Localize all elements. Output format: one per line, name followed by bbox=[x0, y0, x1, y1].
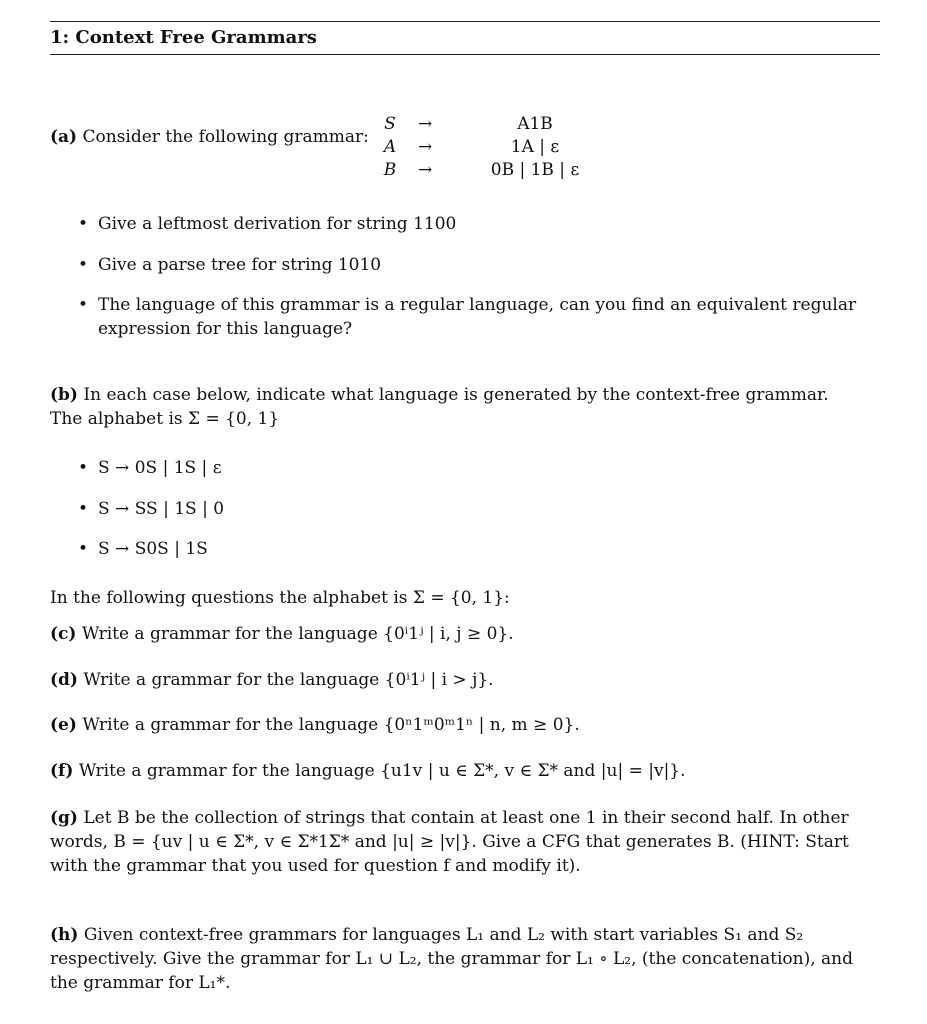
bullet-icon: • bbox=[78, 295, 89, 315]
section-title: 1: Context Free Grammars bbox=[50, 27, 317, 48]
bullet-icon: • bbox=[78, 255, 89, 275]
part-a-label: (a) bbox=[50, 127, 78, 147]
bullet-icon: • bbox=[78, 499, 89, 519]
question-text: Write a grammar for the language {0ⁱ1ʲ | i, j ≥ 0}. bbox=[81, 624, 514, 644]
question-label: (c) bbox=[50, 624, 77, 644]
top-rule bbox=[50, 21, 880, 22]
bullet-icon: • bbox=[78, 214, 89, 234]
question-label: (h) bbox=[50, 925, 79, 945]
bullet-text: Give a leftmost derivation for string 1100 bbox=[98, 214, 457, 234]
rule-arrow: → bbox=[418, 137, 433, 157]
rule-lhs: S bbox=[384, 114, 396, 134]
part-a-intro-text: Consider the following grammar: bbox=[82, 127, 369, 147]
part-b-paragraph bbox=[50, 383, 860, 431]
question-label: (f) bbox=[50, 761, 74, 781]
question-text: Let B be the collection of strings that contain at least one 1 in their second half. In other words, B = {uv | u ∈ Σ*, v ∈ Σ*1Σ* and |u| ≥ |v|}. Give a CFG that generates B. (HINT: Start with the grammar that you used for question f and modify it). bbox=[50, 808, 849, 876]
question-label: (g) bbox=[50, 808, 78, 828]
question-text: Write a grammar for the language {u1v | u ∈ Σ*, v ∈ Σ* and |u| = |v|}. bbox=[78, 761, 686, 781]
part-a-intro bbox=[50, 125, 369, 149]
rule-rhs: 0B | 1B | ε bbox=[490, 160, 580, 180]
bullet-text: S → 0S | 1S | ε bbox=[98, 458, 222, 478]
bullet-icon: • bbox=[78, 458, 89, 478]
question-text: Given context-free grammars for languages L₁ and L₂ with start variables S₁ and S₂ respectively. Give the grammar for L₁ ∪ L₂, the grammar for L₁ ∘ L₂, (the concatenation), and the grammar for L₁*. bbox=[50, 925, 853, 993]
bullet-text: S → SS | 1S | 0 bbox=[98, 499, 225, 519]
question-d bbox=[50, 668, 860, 692]
rule-rhs: 1A | ε bbox=[510, 137, 560, 157]
question-f bbox=[50, 759, 860, 783]
bullet-icon: • bbox=[78, 539, 89, 559]
question-g bbox=[50, 806, 860, 878]
bullet-text: The language of this grammar is a regular language, can you find an equivalent regular expression for this language? bbox=[98, 295, 857, 339]
rule-lhs: A bbox=[383, 137, 397, 157]
question-text: Write a grammar for the language {0ⁿ1ᵐ0ᵐ1ⁿ | n, m ≥ 0}. bbox=[82, 715, 580, 735]
question-c bbox=[50, 622, 860, 646]
question-label: (d) bbox=[50, 670, 78, 690]
bullet-text: Give a parse tree for string 1010 bbox=[98, 255, 382, 275]
part-b-label: (b) bbox=[50, 385, 78, 405]
rule-lhs: B bbox=[383, 160, 397, 180]
rule-arrow: → bbox=[418, 160, 433, 180]
question-label: (e) bbox=[50, 715, 77, 735]
part-b-text: In each case below, indicate what language is generated by the context-free grammar. The alphabet is Σ = {0, 1} bbox=[50, 385, 829, 429]
question-text: Write a grammar for the language {0ⁱ1ʲ | i > j}. bbox=[83, 670, 494, 690]
question-e bbox=[50, 713, 860, 737]
rule-arrow: → bbox=[418, 114, 433, 134]
alphabet-note: In the following questions the alphabet is Σ = {0, 1}: bbox=[50, 588, 510, 608]
question-h bbox=[50, 923, 860, 995]
title-underline bbox=[50, 54, 880, 55]
bullet-text: S → S0S | 1S bbox=[98, 539, 208, 559]
rule-rhs: A1B bbox=[517, 114, 553, 134]
